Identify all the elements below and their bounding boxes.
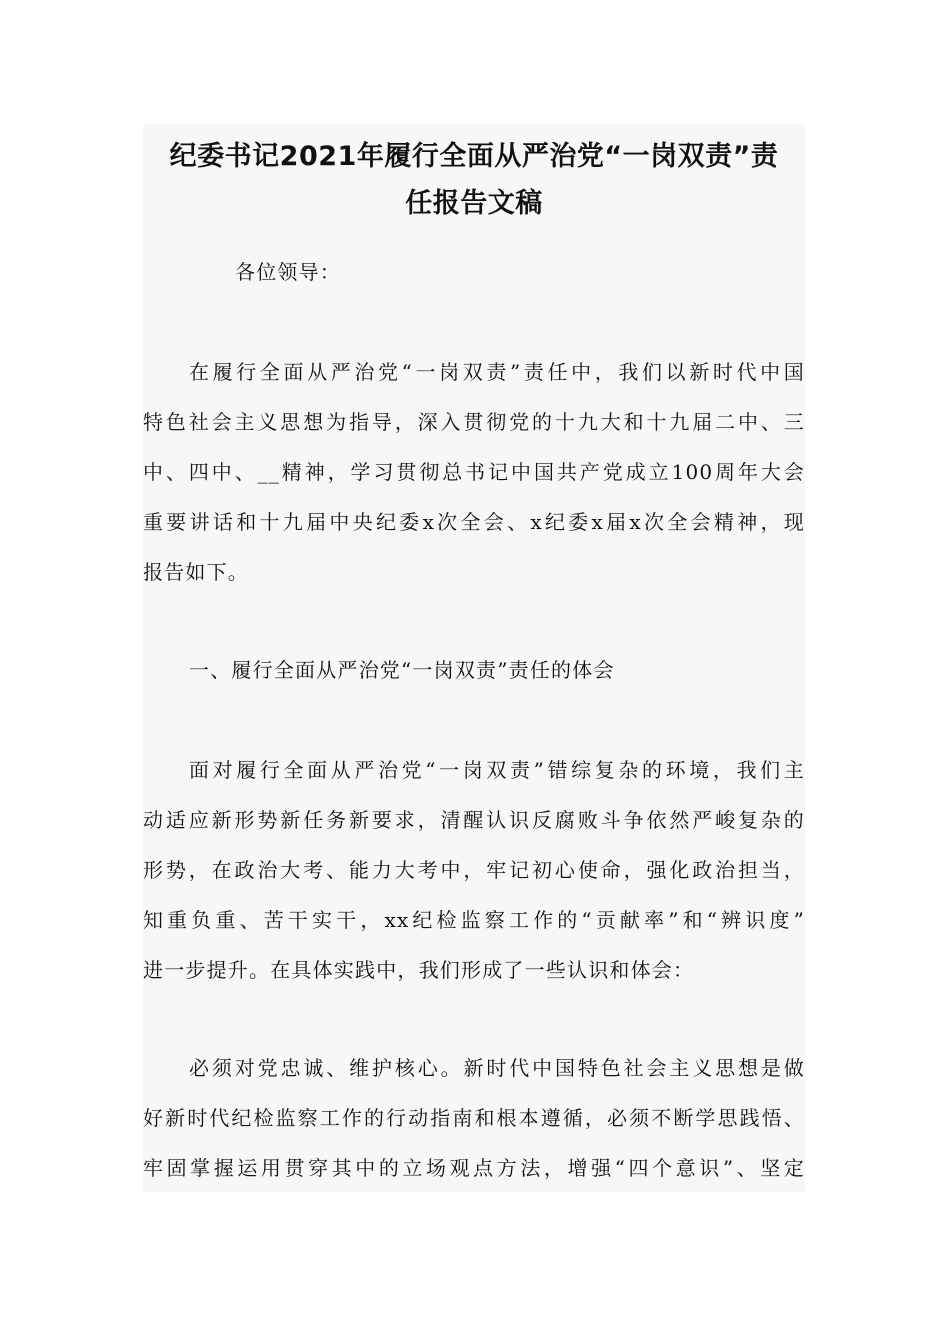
paragraph-2-line-1: 面对履行全面从严治党“一岗双责”错综复杂的环境，我们主: [189, 758, 805, 782]
section-heading-1: 一、履行全面从严治党“一岗双责”责任的体会: [189, 658, 615, 682]
paragraph-3-line-1: 必须对党忠诚、维护核心。新时代中国特色社会主义思想是做: [189, 1056, 805, 1080]
paragraph-3-line-3: 牢固掌握运用贯穿其中的立场观点方法，增强“四个意识”、坚定: [143, 1156, 805, 1180]
salutation: 各位领导：: [235, 260, 341, 284]
document-title-line-1: 纪委书记2021年履行全面从严治党“一岗双责”责: [169, 141, 779, 172]
paragraph-1-line-2: 特色社会主义思想为指导，深入贯彻党的十九大和十九届二中、三: [143, 410, 805, 434]
paragraph-1-line-3: 中、四中、__精神，学习贯彻总书记中国共产党成立100周年大会: [143, 460, 805, 484]
document-title-line-2: 任报告文稿: [405, 188, 543, 219]
paragraph-2-line-5: 进一步提升。在具体实践中，我们形成了一些认识和体会：: [143, 958, 695, 982]
paragraph-1-line-1: 在履行全面从严治党“一岗双责”责任中，我们以新时代中国: [189, 360, 805, 384]
paragraph-1-line-5: 报告如下。: [143, 560, 249, 584]
paragraph-2-line-3: 形势，在政治大考、能力大考中，牢记初心使命，强化政治担当，: [143, 858, 805, 882]
document-page: [143, 124, 805, 1192]
paragraph-2-line-2: 动适应新形势新任务新要求，清醒认识反腐败斗争依然严峻复杂的: [143, 808, 805, 832]
paragraph-3-line-2: 好新时代纪检监察工作的行动指南和根本遵循，必须不断学思践悟、: [143, 1106, 805, 1130]
paragraph-2-line-4: 知重负重、苦干实干，xx纪检监察工作的“贡献率”和“辨识度”: [143, 908, 805, 932]
paragraph-1-line-4: 重要讲话和十九届中央纪委x次全会、x纪委x届x次全会精神，现: [143, 510, 805, 534]
